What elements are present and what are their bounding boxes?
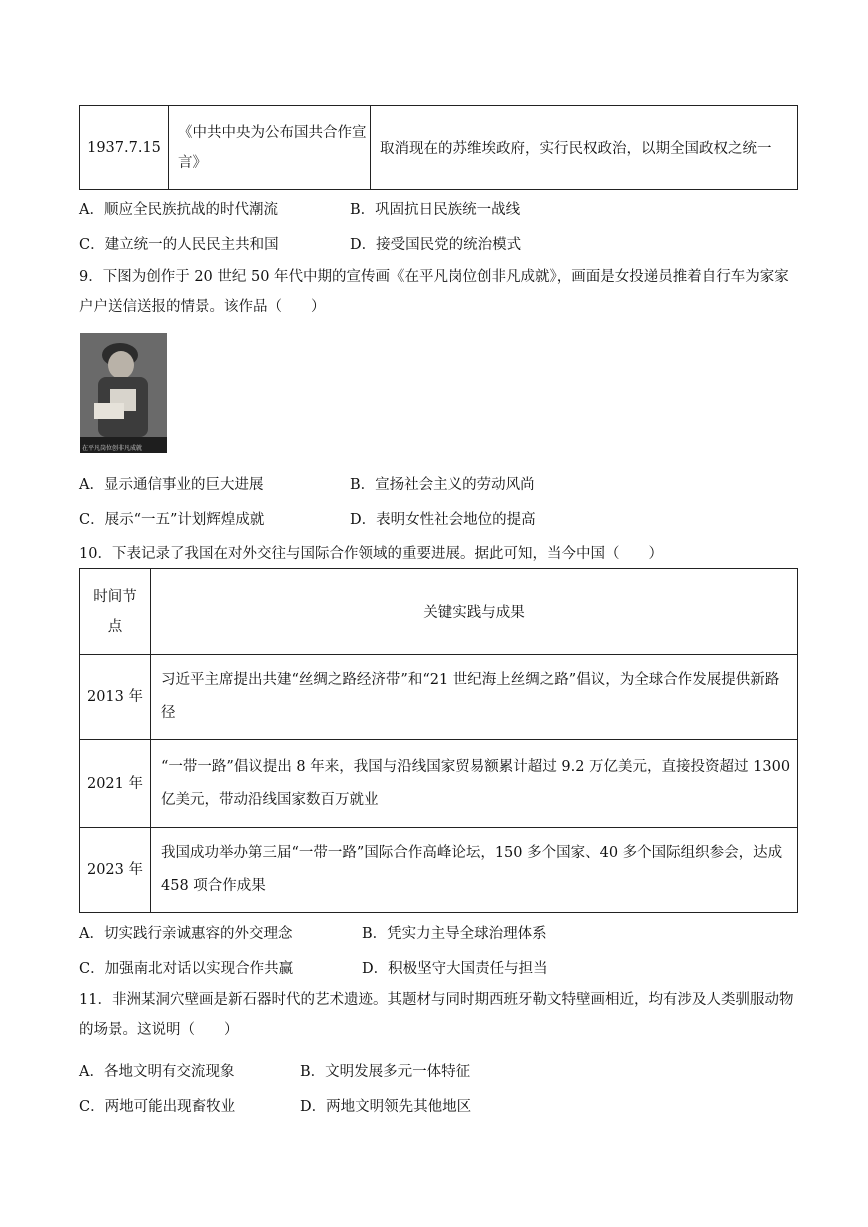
row-text: 习近平主席提出共建“丝绸之路经济带”和“21 世纪海上丝绸之路”倡议，为全球合作发展提供新路径 [151, 655, 798, 740]
option-d[interactable]: D．接受国民党的统治模式 [350, 237, 522, 253]
table-row [80, 655, 798, 740]
table-row [80, 828, 798, 913]
header-content: 关键实践与成果 [151, 569, 798, 655]
option-d[interactable]: D．两地文明领先其他地区 [300, 1099, 472, 1115]
table-header-row [80, 569, 798, 655]
option-d[interactable]: D．表明女性社会地位的提高 [350, 512, 536, 528]
question-9-stem: 9．下图为创作于 20 世纪 50 年代中期的宣传画《在平凡岗位创非凡成就》，画面是女投递员推着自行车为家家户户送信送报的情景。该作品（ ） [79, 269, 789, 315]
propaganda-poster-image [80, 333, 167, 453]
row-text: 我国成功举办第三届“一带一路”国际合作高峰论坛，150 多个国家、40 多个国际组织参会，达成 458 项合作成果 [151, 828, 798, 913]
policy-table [79, 105, 798, 190]
option-b[interactable]: B．巩固抗日民族统一战线 [350, 202, 521, 218]
row-year: 2023 年 [80, 828, 151, 913]
option-b[interactable]: B．宣扬社会主义的劳动风尚 [350, 477, 535, 493]
option-c[interactable]: C．展示“一五”计划辉煌成就 [79, 512, 265, 528]
option-a[interactable]: A．各地文明有交流现象 [79, 1064, 235, 1080]
table-row [80, 106, 798, 190]
option-c[interactable]: C．加强南北对话以实现合作共赢 [79, 961, 294, 977]
option-b[interactable]: B．凭实力主导全球治理体系 [362, 926, 547, 942]
option-c[interactable]: C．建立统一的人民民主共和国 [79, 237, 279, 253]
document-title: 《中共中央为公布国共合作宣言》 [178, 124, 367, 171]
option-b[interactable]: B．文明发展多元一体特征 [300, 1064, 471, 1080]
poster-figure-icon [80, 333, 167, 453]
table-row [80, 740, 798, 828]
table-document-cell [169, 106, 371, 190]
row-text: “一带一路”倡议提出 8 年来，我国与沿线国家贸易额累计超过 9.2 万亿美元，直接投资超过 1300 亿美元，带动沿线国家数百万就业 [151, 740, 798, 828]
table-content-cell: 取消现在的苏维埃政府，实行民权政治，以期全国政权之统一 [371, 106, 798, 190]
row-year: 2013 年 [80, 655, 151, 740]
option-c[interactable]: C．两地可能出现畜牧业 [79, 1099, 236, 1115]
question-10-stem: 10．下表记录了我国在对外交往与国际合作领域的重要进展。据此可知，当今中国（ ） [79, 546, 663, 562]
option-a[interactable]: A．显示通信事业的巨大进展 [79, 477, 264, 493]
question-11-stem: 11．非洲某洞穴壁画是新石器时代的艺术遗迹。其题材与同时期西班牙勒文特壁画相近，均有涉及人类驯服动物的场景。这说明（ ） [79, 992, 794, 1038]
row-year: 2021 年 [80, 740, 151, 828]
poster-caption: 在平凡岗位创非凡成就 [82, 445, 143, 452]
option-a[interactable]: A．顺应全民族抗战的时代潮流 [79, 202, 278, 218]
table-date-cell: 1937.7.15 [80, 106, 169, 190]
header-time: 时间节点 [80, 569, 151, 655]
option-a[interactable]: A．切实践行亲诚惠容的外交理念 [79, 926, 293, 942]
cooperation-table [79, 568, 798, 913]
option-d[interactable]: D．积极坚守大国责任与担当 [362, 961, 548, 977]
